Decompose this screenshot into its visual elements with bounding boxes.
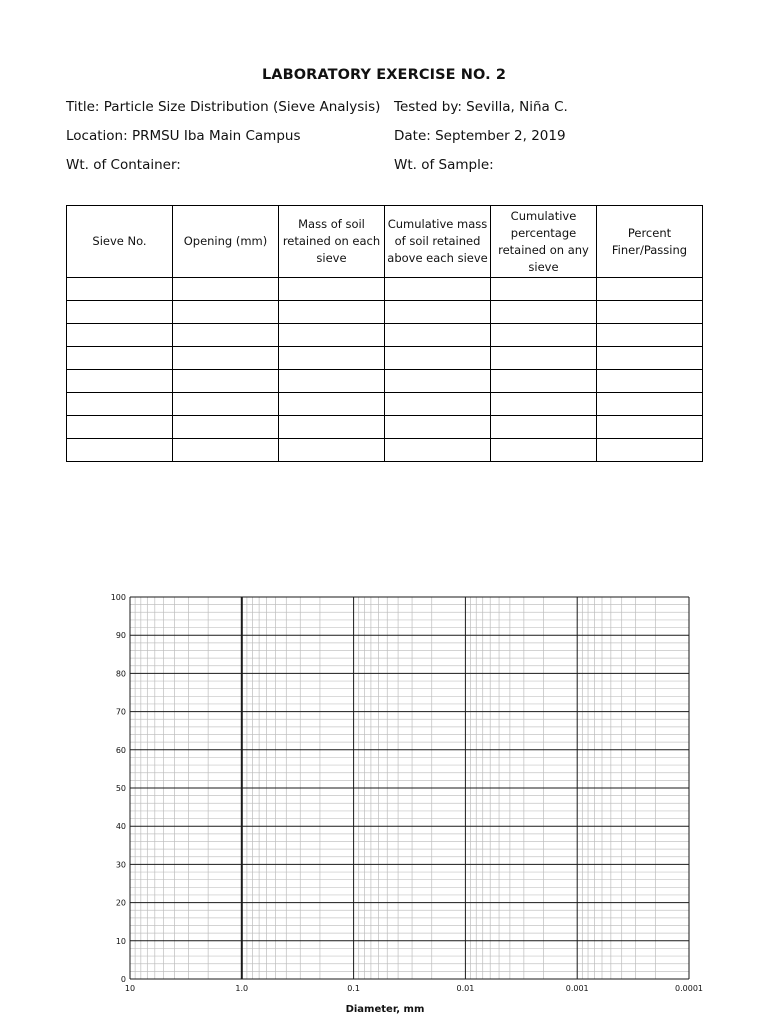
table-cell[interactable] <box>491 370 597 393</box>
header-mass-retained: Mass of soil retained on each sieve <box>279 206 385 278</box>
table-cell[interactable] <box>385 416 491 439</box>
header-cumulative-percentage: Cumulative percentage retained on any sieve <box>491 206 597 278</box>
y-tick-label: 10 <box>115 936 126 946</box>
table-cell[interactable] <box>597 347 703 370</box>
table-cell[interactable] <box>67 370 173 393</box>
table-cell[interactable] <box>597 439 703 462</box>
table-cell[interactable] <box>491 324 597 347</box>
table-row <box>67 347 703 370</box>
table-row <box>67 393 703 416</box>
y-tick-label: 60 <box>115 745 126 755</box>
y-tick-label: 30 <box>115 860 126 870</box>
container-weight-field: Wt. of Container: <box>66 157 181 173</box>
exercise-heading: LABORATORY EXERCISE NO. 2 <box>261 67 507 83</box>
table-cell[interactable] <box>385 301 491 324</box>
header-opening: Opening (mm) <box>173 206 279 278</box>
x-tick-label: 0.1 <box>347 984 360 993</box>
table-cell[interactable] <box>67 278 173 301</box>
y-tick-label: 40 <box>115 822 126 832</box>
table-cell[interactable] <box>173 393 279 416</box>
table-cell[interactable] <box>491 278 597 301</box>
x-tick-label: 0.01 <box>456 984 475 993</box>
sieve-analysis-table <box>66 205 703 462</box>
table-cell[interactable] <box>279 416 385 439</box>
table-cell[interactable] <box>385 393 491 416</box>
table-cell[interactable] <box>173 324 279 347</box>
table-cell[interactable] <box>597 393 703 416</box>
table-cell[interactable] <box>491 347 597 370</box>
header-sieve-no: Sieve No. <box>67 206 173 278</box>
table-cell[interactable] <box>279 393 385 416</box>
table-cell[interactable] <box>385 347 491 370</box>
table-cell[interactable] <box>67 324 173 347</box>
table-cell[interactable] <box>67 301 173 324</box>
table-cell[interactable] <box>385 278 491 301</box>
y-tick-label: 80 <box>115 669 126 679</box>
table-cell[interactable] <box>67 416 173 439</box>
date-field: Date: September 2, 2019 <box>394 128 566 144</box>
table-cell[interactable] <box>491 439 597 462</box>
table-cell[interactable] <box>279 301 385 324</box>
header-percent-finer: Percent Finer/Passing <box>597 206 703 278</box>
x-axis-label: Diameter, mm <box>345 1004 425 1015</box>
table-cell[interactable] <box>491 416 597 439</box>
table-cell[interactable] <box>385 439 491 462</box>
table-cell[interactable] <box>385 370 491 393</box>
table-cell[interactable] <box>279 439 385 462</box>
table-header-row <box>67 206 703 278</box>
y-tick-label: 100 <box>110 593 126 602</box>
table-cell[interactable] <box>173 301 279 324</box>
table-cell[interactable] <box>279 324 385 347</box>
table-cell[interactable] <box>491 301 597 324</box>
table-cell[interactable] <box>279 370 385 393</box>
location-field: Location: PRMSU Iba Main Campus <box>66 128 301 144</box>
y-tick-label: 70 <box>115 707 126 717</box>
table-cell[interactable] <box>173 278 279 301</box>
table-cell[interactable] <box>491 393 597 416</box>
x-axis-tick-labels <box>125 984 703 993</box>
table-cell[interactable] <box>597 370 703 393</box>
header-cumulative-mass: Cumulative mass of soil retained above each sieve <box>385 206 491 278</box>
y-tick-label: 90 <box>115 631 126 641</box>
table-row <box>67 324 703 347</box>
x-tick-label: 10 <box>124 984 136 993</box>
y-tick-label: 50 <box>115 784 126 793</box>
table-cell[interactable] <box>173 347 279 370</box>
y-tick-label: 20 <box>115 898 126 908</box>
table-body <box>67 278 703 462</box>
x-tick-label: 0.0001 <box>675 984 703 993</box>
major-gridlines <box>130 597 689 979</box>
table-row <box>67 416 703 439</box>
table-cell[interactable] <box>597 278 703 301</box>
table-cell[interactable] <box>279 278 385 301</box>
y-axis-tick-labels <box>111 593 126 984</box>
table-row <box>67 439 703 462</box>
table-row <box>67 278 703 301</box>
table-row <box>67 301 703 324</box>
sample-weight-field: Wt. of Sample: <box>394 157 494 173</box>
y-tick-label: 0 <box>120 975 126 984</box>
title-field: Title: Particle Size Distribution (Sieve Analysis) <box>66 99 381 115</box>
table-cell[interactable] <box>67 393 173 416</box>
table-cell[interactable] <box>597 416 703 439</box>
table-cell[interactable] <box>173 439 279 462</box>
table-cell[interactable] <box>385 324 491 347</box>
table-cell[interactable] <box>67 347 173 370</box>
tested-by-field: Tested by: Sevilla, Niña C. <box>394 99 568 115</box>
table-cell[interactable] <box>67 439 173 462</box>
table-cell[interactable] <box>173 370 279 393</box>
table-cell[interactable] <box>279 347 385 370</box>
table-row <box>67 370 703 393</box>
table-cell[interactable] <box>597 324 703 347</box>
gradation-chart <box>0 580 768 1024</box>
x-tick-label: 0.001 <box>565 984 589 993</box>
table-cell[interactable] <box>597 301 703 324</box>
table-cell[interactable] <box>173 416 279 439</box>
x-tick-label: 1.0 <box>235 984 249 993</box>
